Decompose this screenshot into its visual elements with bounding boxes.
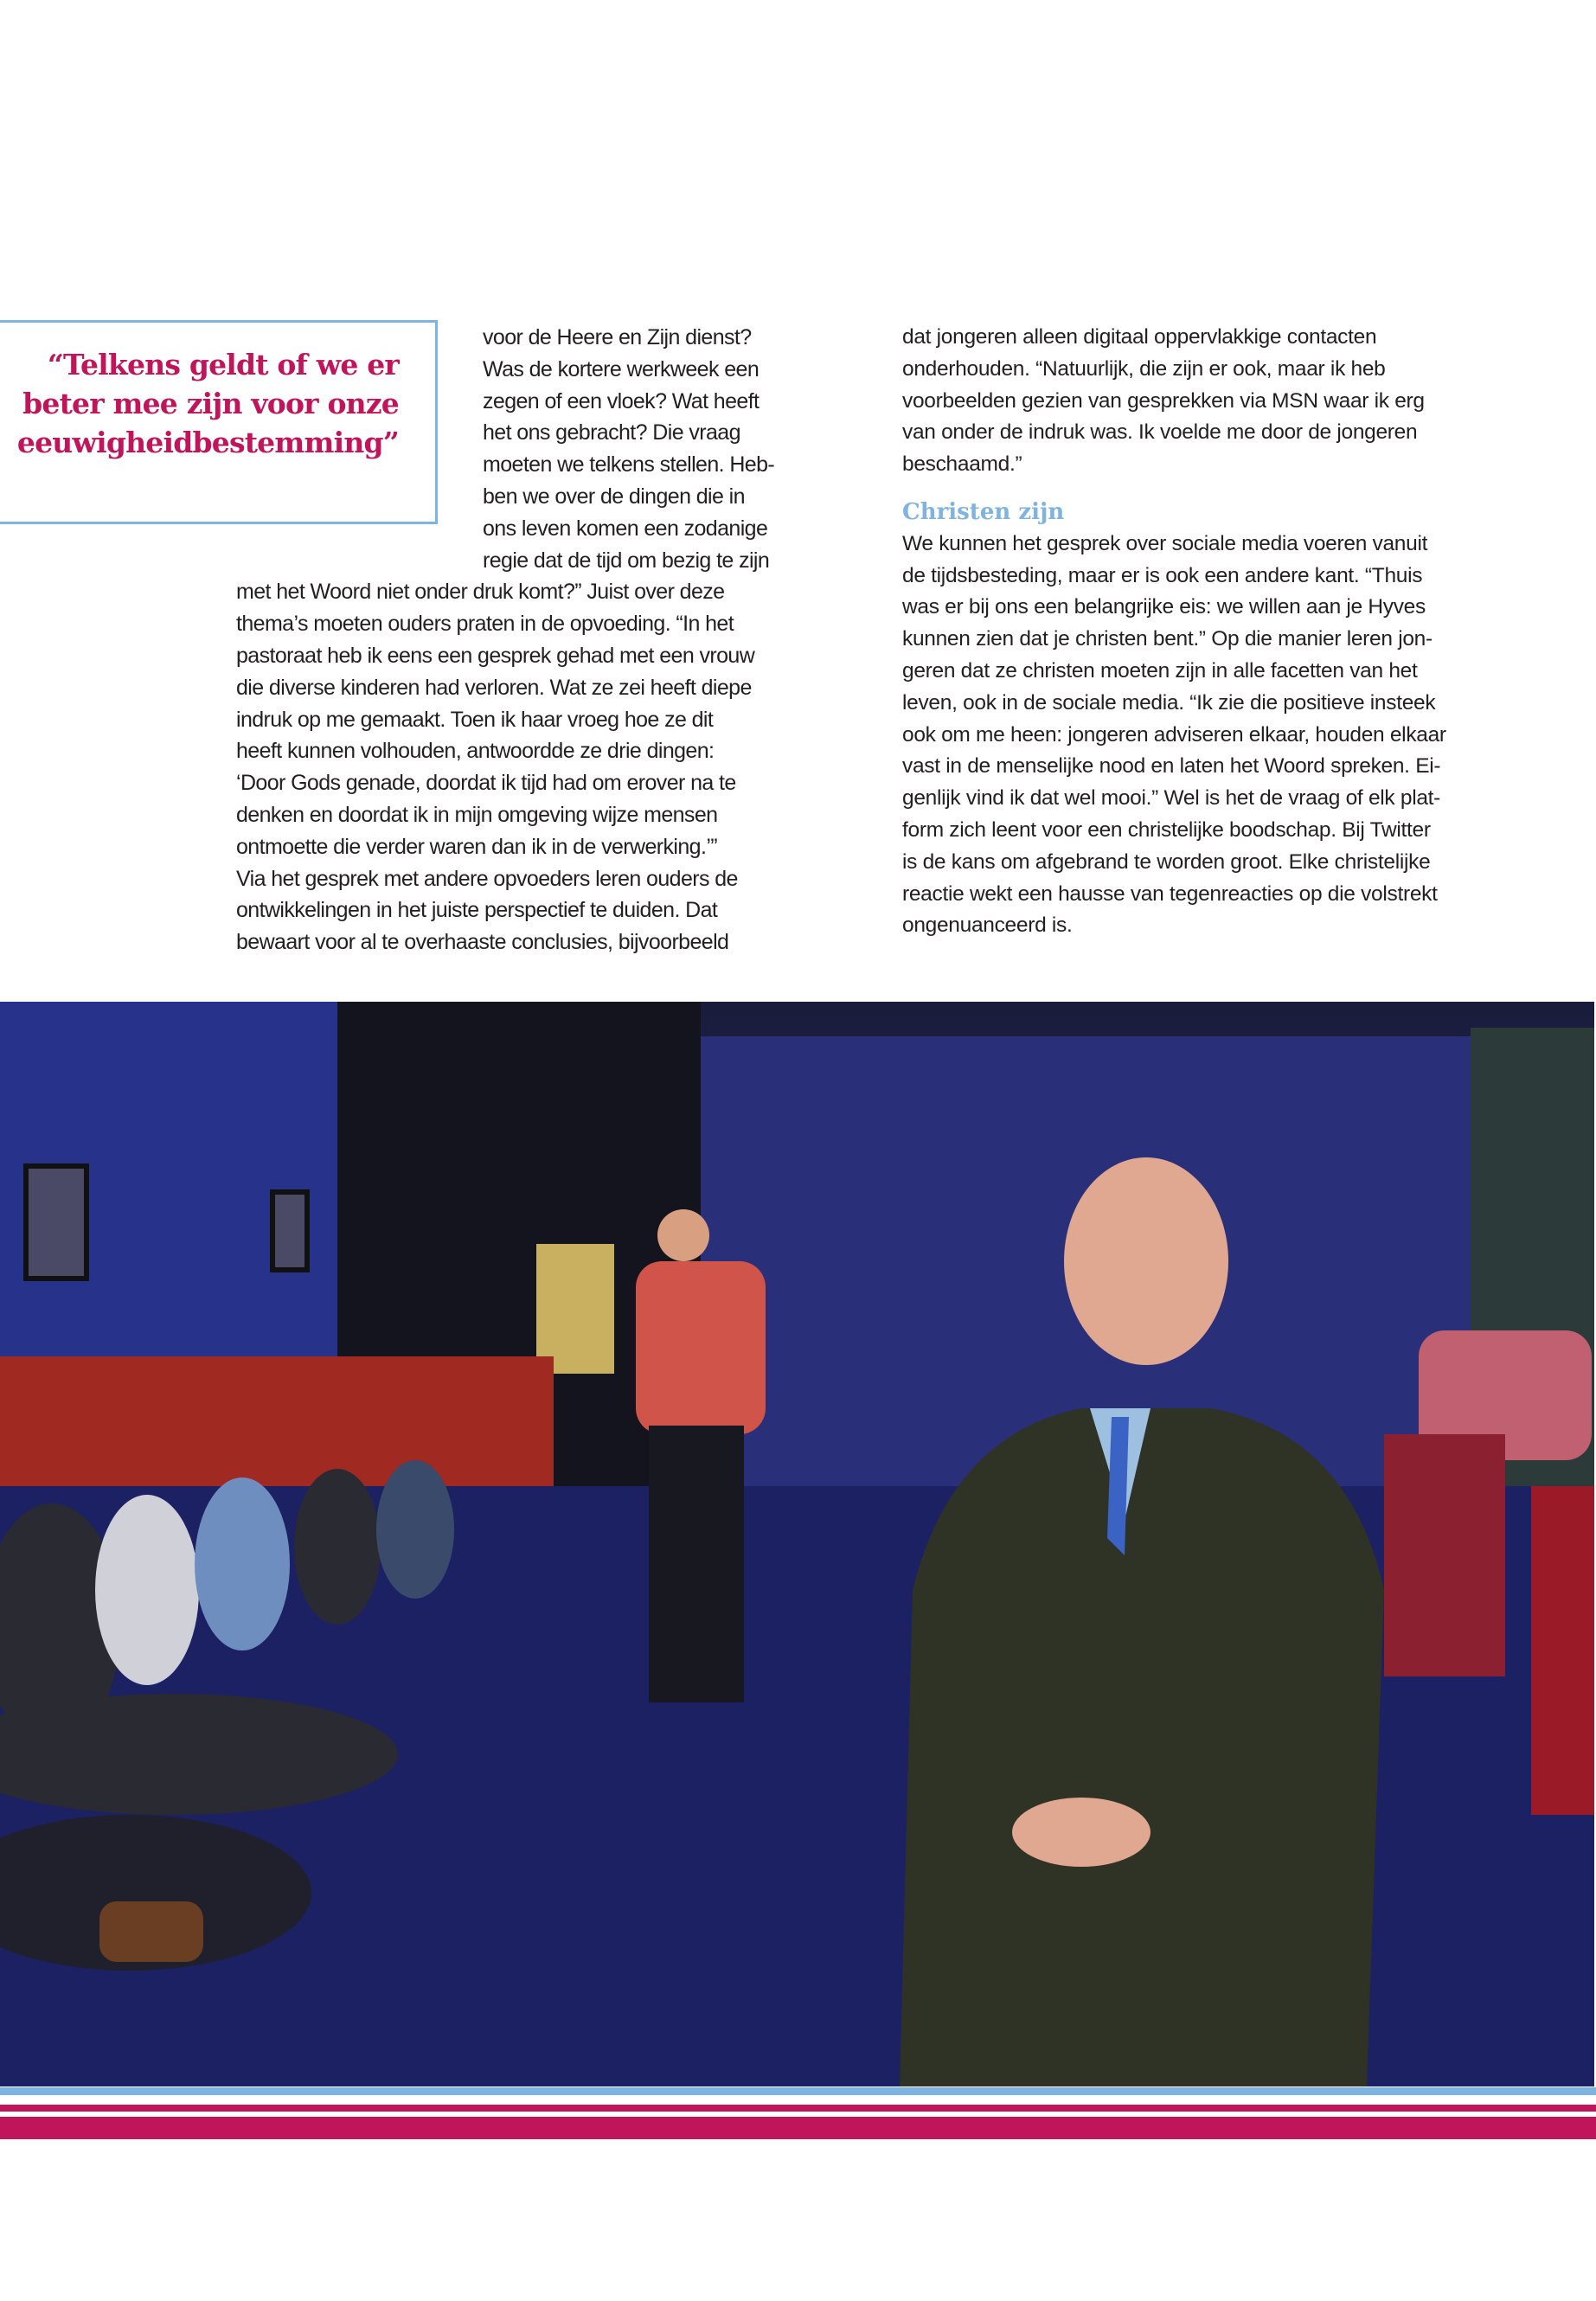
pull-quote-line: beter mee zijn voor onze [22, 387, 399, 420]
text-line: form zich leent voor een christelijke boodschap. Bij Twitter [902, 817, 1431, 842]
text-line: indruk op me gemaakt. Toen ik haar vroeg hoe ze dit [236, 707, 714, 732]
text-line: Via het gesprek met andere opvoeders leren ouders de [236, 866, 738, 891]
text-line: zegen of een vloek? Wat heeft [483, 388, 760, 413]
text-line: met het Woord niet onder druk komt?” Juist over deze [236, 580, 725, 605]
wall-window-left [26, 1166, 87, 1279]
text-line: reactie wekt een hausse van tegenreacties op die volstrekt [902, 881, 1438, 906]
text-line: regie dat de tijd om bezig te zijn [483, 548, 770, 573]
text-line: ons leven komen een zodanige [483, 516, 768, 541]
red-bench-back [0, 1356, 554, 1486]
pull-quote-line: eeuwigheidbestemming” [16, 426, 399, 459]
text-line: is de kans om afgebrand te worden groot. Elke christelijke [902, 849, 1431, 874]
text-line: ontmoette die verder waren dan ik in de verwerking.’” [236, 834, 717, 859]
text-line: thema’s moeten ouders praten in de opvoeding. “In het [236, 612, 734, 637]
text-line: denken en doordat ik in mijn omgeving wijze mensen [236, 802, 718, 827]
text-line: voorbeelden gezien van gesprekken via MSN waar ik erg [902, 388, 1425, 413]
magenta-thick-stripe [0, 2117, 1596, 2139]
text-line: onderhouden. “Natuurlijk, die zijn er ook, maar ik heb [902, 356, 1386, 381]
text-line: dat jongeren alleen digitaal oppervlakkige contacten [902, 325, 1377, 349]
photo-illustration [0, 1002, 1594, 2086]
text-line: was er bij ons een belangrijke eis: we willen aan je Hyves [902, 595, 1426, 619]
bag [99, 1901, 203, 1962]
text-line: ‘Door Gods genade, doordat ik tijd had om erover na te [236, 771, 736, 796]
article-column-1 [236, 322, 774, 958]
text-line: ongenuanceerd is. [902, 913, 1073, 938]
article-column-2 [902, 322, 1446, 942]
text-line: We kunnen het gesprek over sociale media voeren vanuit [902, 531, 1428, 555]
text-line: geren dat ze christen moeten zijn in alle facetten van het [902, 658, 1418, 683]
text-line: het ons gebracht? Die vraag [483, 420, 740, 445]
text-line: ontwikkelingen in het juiste perspectief te duiden. Dat [236, 898, 718, 923]
text-line: leven, ook in de sociale media. “Ik zie die positieve insteek [902, 690, 1436, 715]
text-line: die diverse kinderen had verloren. Wat ze zei heeft diepe [236, 675, 752, 700]
text-line: kunnen zien dat je christen bent.” Op die manier leren jon- [902, 627, 1433, 651]
light-blue-stripe [0, 2087, 1596, 2095]
text-line: genlijk vind ik dat wel mooi.” Wel is het de vraag of elk plat- [902, 786, 1441, 811]
pull-quote-line: “Telkens geldt of we er [47, 348, 399, 381]
text-line: ben we over de dingen die in [483, 484, 745, 509]
text-line: beschaamd.” [902, 452, 1022, 477]
wall-window-small [272, 1192, 307, 1270]
text-line: moeten we telkens stellen. Heb- [483, 452, 775, 478]
text-line: bewaart voor al te overhaaste conclusies, bijvoorbeeld [236, 930, 729, 955]
section-heading: Christen zijn [902, 498, 1065, 525]
text-line: Was de kortere werkweek een [483, 356, 760, 381]
text-line: ook om me heen: jongeren adviseren elkaar, houden elkaar [902, 722, 1446, 747]
text-line: heeft kunnen volhouden, antwoordde ze drie dingen: [236, 739, 715, 764]
lit-display [536, 1244, 614, 1374]
article-photo [0, 1002, 1594, 2086]
text-line: vast in de menselijke nood en laten het Woord spreken. Ei- [902, 754, 1441, 779]
text-line: de tijdsbesteding, maar er is ook een andere kant. “Thuis [902, 563, 1423, 587]
magenta-thin-stripe [0, 2105, 1596, 2112]
text-line: pastoraat heb ik eens een gesprek gehad met een vrouw [236, 643, 755, 668]
text-line: van onder de indruk was. Ik voelde me door de jongeren [902, 420, 1418, 445]
text-line: voor de Heere en Zijn dienst? [483, 325, 752, 349]
